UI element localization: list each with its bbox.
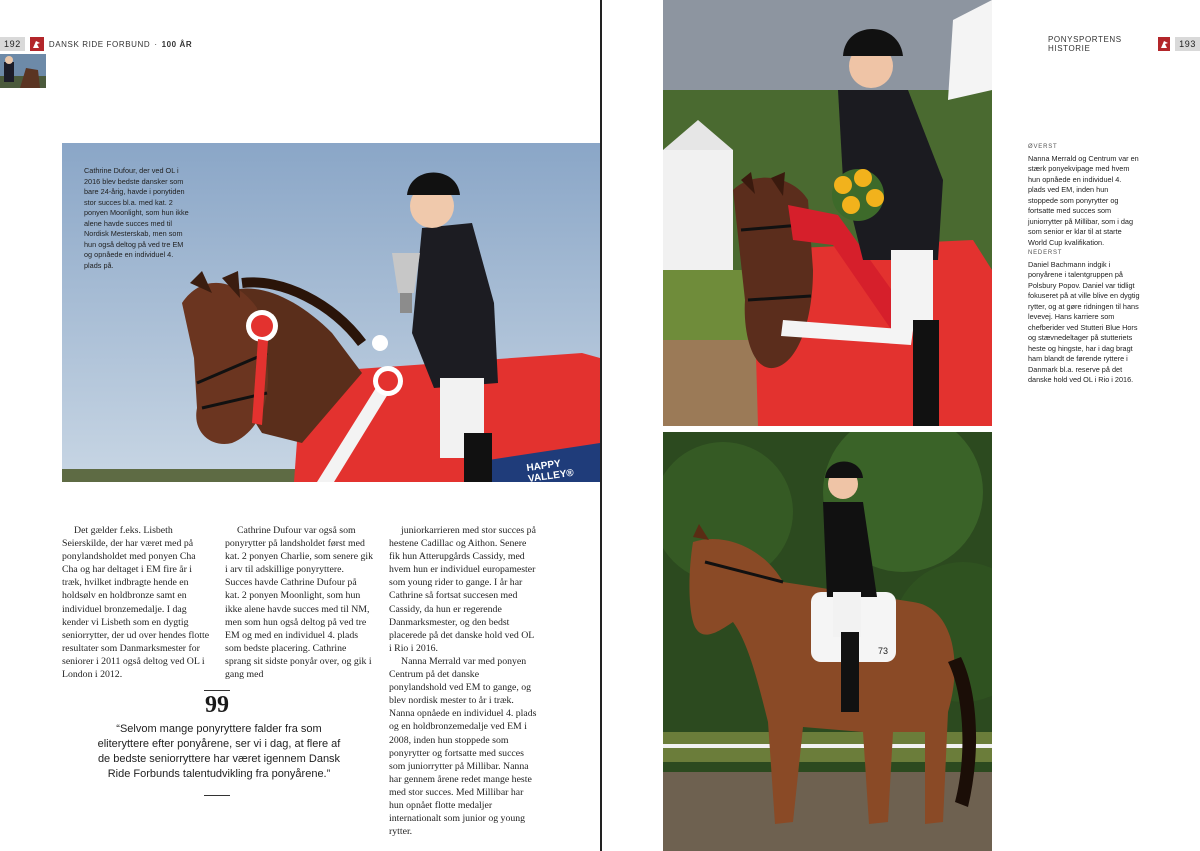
caption-bottom-text: Daniel Bachmann indgik i ponyårene i talentgruppen på Polsbury Popov. Daniel var tidligt fokuseret på at ville blive en dygtig rytter, og at gøre ridningen til hans levevej. Hans karriere som chefberider ved Stutteri Blue Hors og stævnedeltager på stutteriets heste og hingste, har i dag bragt ham blandt de førende ryttere i Danmark bl.a. reserve på det danske hold ved OL i Rio i 2016.: [1028, 259, 1140, 384]
left-page-number: 192: [0, 37, 25, 51]
right-running-header: [1048, 36, 1200, 52]
left-header-title: DANSK RIDE FORBUND: [48, 39, 151, 49]
dansk-ride-forbund-logo-icon: [1158, 37, 1170, 51]
pull-quote: “Selvom mange ponyryttere falder fra som eliteryttere efter ponyårene, ser vi i dag, at flere af de bedste seniorryttere har været igennem Dansk Ride Forbunds talentudvikling fra ponyårene.”: [97, 723, 341, 780]
header-separator: ·: [154, 39, 158, 49]
caption-top-text: Nanna Merrald og Centrum var en stærk ponyekvipage med hvem hun opnåede en individuel 4. plads ved EM, inden hun stoppede som ponyrytter og fortsatte med succes som juniorrytter på Millibar, som i dag som senior er klar til at starte World Cup kvalifikation.: [1028, 153, 1139, 247]
main-photo-caption: Cathrine Dufour, der ved OL i 2016 blev bedste dansker som bare 24-årig, havde i ponytiden stor succes bl.a. med kat. 2 ponyen Moonlight, som hun ikke alene havde succes med til Nordisk Mesterskab, men som hun også deltog på ved tre EM og opnåede en individuel 4. plads på.: [84, 166, 189, 270]
paragraph: Det gælder f.eks. Lisbeth Seierskilde, der har været med på ponylandsholdet med ponyen Cha Cha og har deltaget i EM fire år i træk, hvilket indbragte hende en holdsølv en holdbronze samt en individuel bronzemedalje. I dag kender vi Lisbeth som en dygtig seniorrytter, der ud over hendes flotte resultater som Danmarksmester for seniorer i 2011 også deltog ved OL i London i 2012.: [62, 525, 210, 681]
caption-top-kicker: ØVERST: [1028, 144, 1058, 150]
caption-top: [1028, 142, 1140, 248]
quote-mark-icon: 99: [205, 692, 229, 718]
top-photo-nanna-merrald: [663, 0, 992, 426]
blanket-sponsor-text: HAPPY VALLEY®: [525, 458, 575, 485]
bottom-photo-daniel-bachmann: [663, 432, 992, 851]
left-header-suffix: 100 ÅR: [161, 39, 193, 49]
header-thumbnail-photo: [0, 54, 46, 88]
body-column-2: [225, 524, 373, 681]
pull-quote-rule: [204, 795, 230, 796]
right-header-title: PONYSPORTENS HISTORIE: [1048, 35, 1122, 53]
body-column-1: [62, 524, 210, 681]
right-page: [602, 0, 1200, 851]
paragraph: Cathrine Dufour var også som ponyrytter på landsholdet først med kat. 2 ponyen Charlie, som senere gik i arv til adskillige ponyryttere. Succes havde Cathrine Dufour på kat. 2 ponyen Moonlight, som hun ikke alene havde succes med til NM, men som hun også deltog på ved tre EM og med en individuel 4. plads som bedste placering. Cathrine sprang sit sidste ponyår over, og gik i gang med: [225, 525, 374, 681]
paragraph: juniorkarrieren med stor succes på hestene Cadillac og Aithon. Senere fik hun Atterupgårds Cassidy, med hvem hun er individuel europamester som young rider to gange. I år har Cathrine så fortsat succesen med Cassidy, da hun er regerende Danmarksmester, og den bedst placerede på det danske hold ved OL i Rio i 2016.: [389, 525, 536, 654]
paragraph: Nanna Merrald var med ponyen Centrum på det danske ponylandshold ved EM to gange, og blev nordisk mester to år i træk. Nanna opnåede en individuel 4. plads og en holdbronzemedalje ved EM i 2008, inden hun stoppede som ponyrytter og fortsatte med succes som juniorrytter på Millibar. Nanna har gennem årene redet mange heste med stor succes. Med Millibar har hun opnået flotte medaljer internationalt som junior og young rytter.: [389, 655, 537, 838]
right-page-number: 193: [1175, 37, 1200, 51]
saddle-number: 73: [878, 646, 889, 656]
caption-bottom: [1028, 248, 1140, 386]
body-column-3: [389, 524, 539, 838]
caption-bottom-kicker: NEDERST: [1028, 250, 1063, 256]
dansk-ride-forbund-logo-icon: [30, 37, 44, 51]
left-running-header: [0, 36, 192, 52]
